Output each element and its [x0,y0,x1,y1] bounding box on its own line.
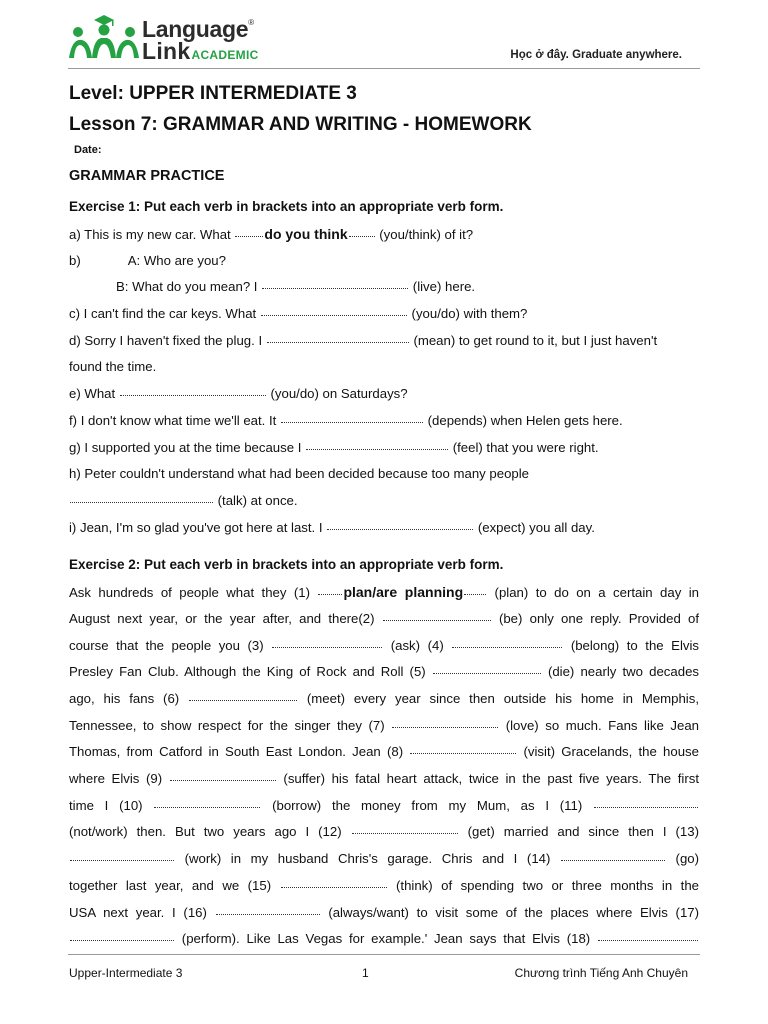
footer-divider [68,954,700,955]
page-number: 1 [362,966,369,980]
exercise2-line: ago, his fans (6) (meet) every year since then outside his home in Memphis, [69,691,699,706]
exercise2-line: course that the people you (3) (ask) (4) (belong) to the Elvis [69,638,699,653]
answer-blank[interactable] [327,519,473,530]
answer-blank[interactable] [306,439,448,450]
exercise1-item-f: f) I don't know what time we'll eat. It (depends) when Helen gets here. [69,413,623,428]
lesson-title: Lesson 7: GRAMMAR AND WRITING - HOMEWORK [69,114,532,135]
answer-blank[interactable] [281,878,387,888]
exercise1-item-h-cont: (talk) at once. [69,493,699,508]
exercise2-line: together last year, and we (15) (think) of spending two or three months in the [69,878,699,893]
date-label: Date: [74,144,102,156]
answer-blank[interactable] [216,905,320,915]
brand-name-line2: LinkACADEMIC [142,38,259,64]
answer-blank[interactable] [189,691,297,701]
exercise2-line: USA next year. I (16) (always/want) to visit some of the places where Elvis (17) [69,905,699,920]
exercise1-item-a: a) This is my new car. What do you think (you/think) of it? [69,226,474,242]
brand-name: Language® [142,16,254,42]
exercise2-line: (perform). Like Las Vegas for example.' Jean says that Elvis (18) [69,931,699,949]
exercise1-item-h: h) Peter couldn't understand what had been decided because too many people [69,466,530,481]
exercise1-item-e: e) What (you/do) on Saturdays? [69,386,408,401]
answer-a: do you think [264,226,348,242]
exercise1-item-g: g) I supported you at the time because I (feel) that you were right. [69,440,599,455]
exercise2-line: Thomas, from Catford in South East London. Jean (8) (visit) Gracelands, the house [69,744,699,759]
exercise1-item-i: i) Jean, I'm so glad you've got here at last. I (expect) you all day. [69,520,595,535]
exercise1-heading: Exercise 1: Put each verb in brackets into an appropriate verb form. [69,199,504,214]
tagline: Học ở đây. Graduate anywhere. [510,49,682,61]
footer-course: Upper-Intermediate 3 [69,966,183,980]
answer-blank[interactable] [272,638,382,648]
exercise1-item-d-cont: found the time. [69,359,157,374]
exercise2-line: time I (10) (borrow) the money from my Mum, as I (11) [69,798,699,816]
answer-blank[interactable] [70,492,213,503]
exercise2-line: Presley Fan Club. Although the King of Rock and Roll (5) (die) nearly two decades [69,664,699,679]
exercise2-line: (work) in my husband Chris's garage. Chris and I (14) (go) [69,851,699,869]
answer-blank[interactable] [170,771,276,781]
answer-blank[interactable] [70,931,174,941]
answer-blank[interactable] [594,798,698,808]
answer-blank[interactable] [154,798,260,808]
exercise1-item-b1: b) A: Who are you? [69,253,226,268]
exercise2-line: where Elvis (9) (suffer) his fatal heart attack, twice in the past five years. The first [69,771,699,786]
exercise1-item-d: d) Sorry I haven't fixed the plug. I (mean) to get round to it, but I just haven't [69,333,658,348]
answer-blank[interactable] [433,664,541,674]
section-heading: GRAMMAR PRACTICE [69,168,225,184]
footer-program: Chương trình Tiếng Anh Chuyên [514,966,688,980]
answer-blank[interactable] [352,824,458,834]
answer-1: plan/are planning [343,584,464,600]
header-divider [68,68,700,69]
level-title: Level: UPPER INTERMEDIATE 3 [69,83,357,104]
page-header [0,0,768,72]
exercise2-line: Tennessee, to show respect for the singer they (7) (love) so much. Fans like Jean [69,718,699,733]
exercise2-heading: Exercise 2: Put each verb in brackets into an appropriate verb form. [69,557,504,572]
people-logo-icon [68,14,140,60]
answer-blank[interactable] [267,332,409,343]
answer-blank[interactable] [120,385,266,396]
exercise2-line: August next year, or the year after, and there(2) (be) only one reply. Provided of [69,611,699,626]
exercise2-line: (not/work) then. But two years ago I (12) (get) married and since then I (13) [69,824,699,839]
answer-blank[interactable] [261,305,407,316]
exercise1-item-c: c) I can't find the car keys. What (you/do) with them? [69,306,528,321]
answer-blank[interactable] [598,931,698,941]
answer-blank[interactable] [452,638,562,648]
answer-blank[interactable] [392,718,498,728]
exercise2-line: Ask hundreds of people what they (1) plan/are planning (plan) to do on a certain day in [69,584,699,600]
answer-blank[interactable] [561,851,665,861]
answer-blank[interactable] [70,851,174,861]
answer-blank[interactable] [383,611,491,621]
answer-blank[interactable] [410,744,516,754]
language-link-logo [68,14,278,64]
exercise1-item-b2: B: What do you mean? I (live) here. [116,279,476,294]
answer-blank[interactable] [262,278,408,289]
answer-blank[interactable] [281,412,423,423]
